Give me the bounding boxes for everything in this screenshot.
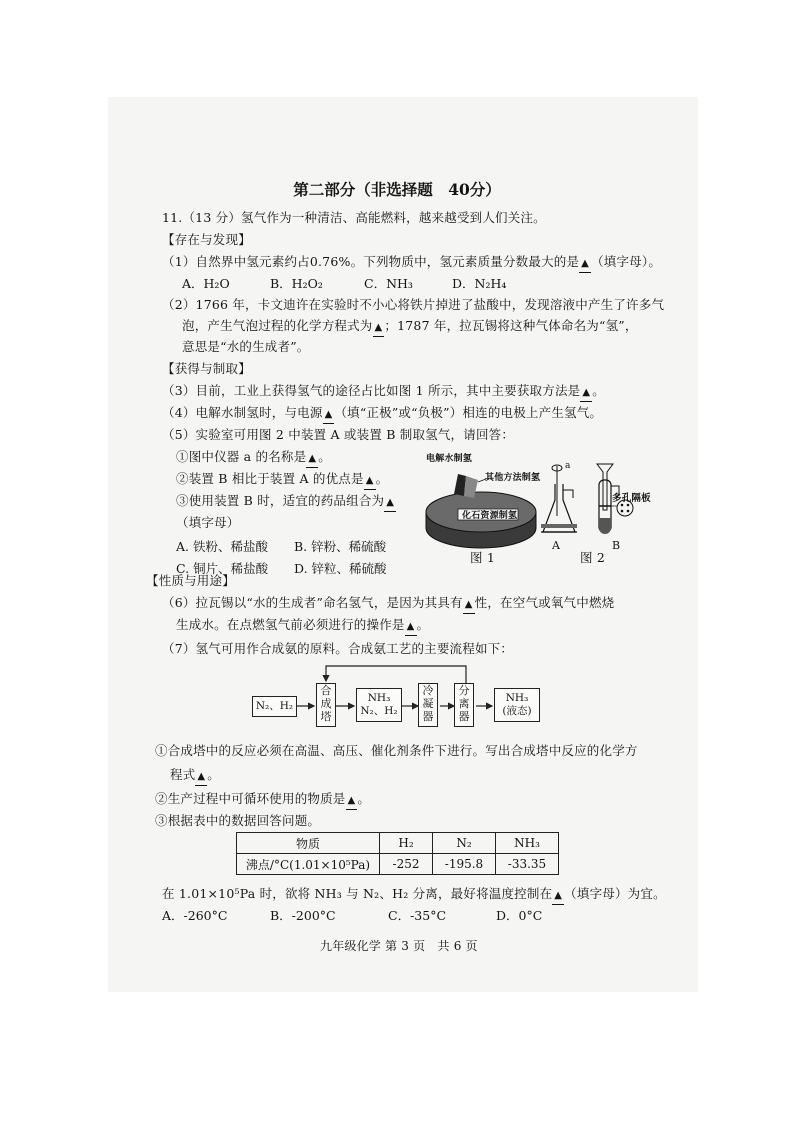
q11-1-text: （1）自然界中氢元素约占0.76%。下列物质中，氢元素质量分数最大的是 (162, 254, 580, 269)
q11-7-2-text: ②生产过程中可循环使用的物质是 (155, 791, 346, 806)
answer-blank: ▲ (384, 494, 396, 512)
q11-7-option-b: B．-200°C (270, 908, 336, 923)
q11-5-3-fill: （填字母） (176, 515, 240, 530)
table-header-cell: H₂ (380, 833, 433, 854)
flow-separator-char-1: 分 (458, 684, 470, 697)
figure-1-label-fossil: 化石资源制氢 (462, 511, 518, 521)
answer-blank: ▲ (579, 255, 591, 273)
q11-5-1-tail: 。 (318, 449, 331, 464)
figure-2-label-A: A (552, 539, 561, 552)
answer-blank: ▲ (323, 406, 335, 424)
flow-cooler-char-1: 冷 (422, 684, 434, 697)
q11-2-line1: （2）1766 年，卡文迪许在实验时不小心将铁片掉进了盐酸中，发现溶液中产生了许多气 (162, 297, 665, 312)
q11-6-line1 (162, 594, 614, 614)
flow-cooler-char-2: 凝 (422, 697, 434, 710)
flow-condenser (418, 683, 438, 727)
q11-7-1-line2 (170, 766, 220, 786)
flow-synthesis-tower (316, 683, 336, 727)
q11-6-text: （6）拉瓦锡以“水的生成者”命名氢气，是因为其具有 (162, 595, 463, 610)
flow-mixture-nh3: NH₃ (367, 692, 391, 704)
q11-5-option-a: A. 铁粉、稀盐酸 (176, 539, 268, 554)
q11-7-4 (162, 885, 666, 905)
q11-7-1-text: 程式 (170, 767, 196, 782)
flow-mixture-box (356, 688, 402, 722)
answer-blank: ▲ (552, 887, 564, 905)
q11-5-1 (176, 448, 331, 468)
q11-1-option-d: D．N₂H₄ (452, 276, 507, 291)
q11-5-1-text: ①图中仪器 a 的名称是 (176, 449, 307, 464)
q11-6b-tail: 。 (416, 617, 430, 632)
boiling-point-table (236, 832, 559, 875)
q11-2-text: 泡，产生气泡过程的化学方程式为 (182, 318, 373, 333)
flow-mixture-n2h2: N₂、H₂ (360, 705, 398, 717)
q11-2-line2 (182, 317, 638, 337)
q11-5: （5）实验室可用图 2 中装置 A 或装置 B 制取氢气，请回答： (162, 427, 515, 442)
flow-tower-char-3: 塔 (320, 710, 332, 723)
q11-4-text: （4）电解水制氢时，与电源 (162, 405, 323, 420)
section-existence: 【存在与发现】 (162, 232, 251, 247)
q11-7-4-text: 在 1.01×10⁵Pa 时，欲将 NH₃ 与 N₂、H₂ 分离，最好将温度控制在 (162, 886, 553, 901)
table-header-cell: 物质 (237, 833, 380, 854)
figure-1-label-electrolysis: 电解水制氢 (426, 454, 473, 464)
q11-1 (162, 253, 661, 273)
q11-3-tail: 。 (592, 383, 605, 398)
q11-7-1-line1: ①合成塔中的反应必须在高温、高压、催化剂条件下进行。写出合成塔中反应的化学方 (155, 743, 638, 758)
flow-cooler-char-3: 器 (422, 710, 434, 723)
table-header-row (237, 833, 559, 854)
q11-6b-text: 生成水。在点燃氢气前必须进行的操作是 (176, 617, 405, 632)
q11-5-option-d: D. 锌粒、稀硫酸 (294, 561, 387, 576)
q11-7-option-d: D．0°C (496, 908, 543, 923)
q11-5-2-text: ②装置 B 相比于装置 A 的优点是 (176, 471, 364, 486)
answer-blank: ▲ (463, 596, 475, 614)
flow-input-box: N₂、H₂ (252, 696, 297, 717)
q11-3 (162, 382, 605, 402)
section-properties: 【性质与用途】 (146, 573, 235, 588)
q11-1-option-b: B．H₂O₂ (270, 276, 323, 291)
figure-2-label-porous-plate: 多孔隔板 (612, 493, 651, 504)
flow-output-nh3: NH₃ (505, 692, 529, 704)
flow-separator-char-2: 离 (458, 697, 470, 710)
q11-7-option-a: A．-260°C (162, 908, 228, 923)
table-row (237, 854, 559, 875)
table-header-cell: NH₃ (496, 833, 559, 854)
flow-output-box (494, 688, 540, 722)
answer-blank: ▲ (373, 319, 385, 337)
q11-1-tail: （填字母）。 (591, 254, 662, 269)
section-title: 第二部分（非选择题 40分） (293, 180, 501, 199)
q11-5-3-text: ③使用装置 B 时，适宜的药品组合为 (176, 493, 385, 508)
answer-blank: ▲ (364, 472, 376, 490)
q11-5-2-tail: 。 (375, 471, 389, 486)
q11-2-tail: ；1787 年，拉瓦锡将这种气体命名为“氢”， (384, 318, 638, 333)
figure-2-label-B: B (612, 539, 621, 552)
page-footer: 九年级化学 第 3 页 共 6 页 (320, 939, 478, 953)
section-obtain: 【获得与制取】 (162, 361, 251, 376)
table-header-cell: N₂ (433, 833, 496, 854)
figure-2-caption: 图 2 (580, 550, 606, 565)
q11-7-4-tail: （填字母）为宜。 (564, 886, 666, 901)
q11-4-tail: （填“正极”或“负极”）相连的电极上产生氢气。 (334, 405, 603, 420)
q11-6-line2 (176, 616, 429, 636)
answer-blank: ▲ (580, 384, 592, 402)
q11-7-3: ③根据表中的数据回答问题。 (155, 813, 321, 828)
q11-7-1-tail: 。 (207, 767, 220, 782)
figure-1-caption: 图 1 (470, 550, 496, 565)
q11-1-option-a: A．H₂O (182, 276, 230, 291)
q11-1-option-c: C．NH₃ (364, 276, 413, 291)
q11-7: （7）氢气可用作合成氨的原料。合成氨工艺的主要流程如下： (162, 641, 514, 656)
figure-1-label-other: 其他方法制氢 (485, 473, 541, 483)
q11-4 (162, 404, 602, 424)
q11-5-option-c: C. 铜片、稀盐酸 (176, 561, 269, 576)
q11-5-3 (176, 492, 396, 512)
q11-7-option-c: C．-35°C (388, 908, 447, 923)
answer-blank: ▲ (346, 792, 358, 810)
q11-6-tail: 性，在空气或氧气中燃烧 (474, 595, 615, 610)
table-cell: -252 (380, 854, 433, 875)
answer-blank: ▲ (195, 768, 207, 786)
q11-3-text: （3）目前，工业上获得氢气的途径占比如图 1 所示，其中主要获取方法是 (162, 383, 581, 398)
figure-2-label-a: a (565, 461, 571, 471)
answer-blank: ▲ (405, 618, 417, 636)
q11-2-line3: 意思是“水的生成者”。 (182, 339, 310, 354)
q11-5-2 (176, 470, 388, 490)
answer-blank: ▲ (306, 450, 318, 468)
q11-7-2-tail: 。 (357, 791, 371, 806)
q11-header: 11.（13 分）氢气作为一种清洁、高能燃料，越来越受到人们关注。 (162, 210, 546, 225)
table-cell: -33.35 (496, 854, 559, 875)
q11-7-2 (155, 790, 370, 810)
table-row-label: 沸点/°C(1.01×10⁵Pa) (237, 854, 380, 875)
flow-tower-char-1: 合 (320, 684, 332, 697)
q11-5-option-b: B. 锌粉、稀硫酸 (294, 539, 387, 554)
flow-separator-char-3: 器 (458, 710, 470, 723)
flow-tower-char-2: 成 (320, 697, 332, 710)
flow-output-liquid: (液态) (502, 705, 532, 717)
table-cell: -195.8 (433, 854, 496, 875)
flow-separator (454, 683, 474, 727)
